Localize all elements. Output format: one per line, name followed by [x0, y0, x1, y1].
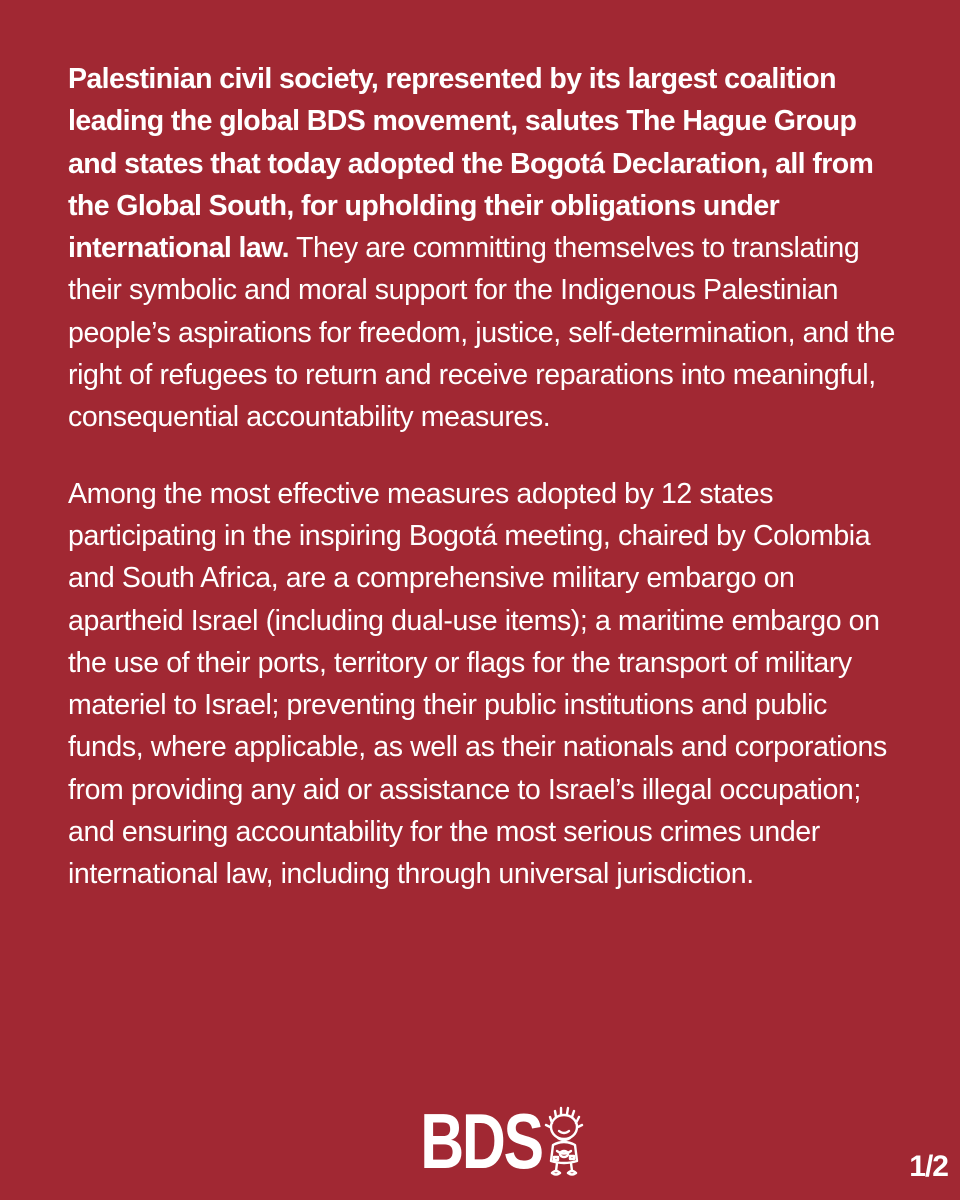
page-indicator: 1/2	[909, 1150, 948, 1183]
bds-logo	[0, 1097, 960, 1185]
handala-icon	[544, 1105, 584, 1177]
paragraph-1-lead: Palestinian civil society, represented by its largest coalition leading the global BDS movement, salutes The Hague Group and states that today adopted the Bogotá Declaration, all from the Global South, for upholding their obligations under international law.	[68, 63, 874, 265]
bds-logo-text: BDS	[420, 1097, 542, 1185]
paragraph-2: Among the most effective measures adopted by 12 states participating in the inspiring Bogotá meeting, chaired by Colombia and South Africa, are a comprehensive military embargo on apartheid Israel (including dual-use items); a maritime embargo on the use of their ports, territory or flags for the transport of military materiel to Israel; preventing their public institutions and public funds, where applicable, as well as their nationals and corporations from providing any aid or assistance to Israel’s illegal occupation; and ensuring accountability for the most serious crimes under international law, including through universal jurisdiction.	[68, 477, 887, 891]
statement-body	[68, 58, 898, 896]
paragraph-1	[68, 58, 898, 439]
paragraph-1-rest: They are committing themselves to translating their symbolic and moral support for the Indigenous Palestinian people’s aspirations for freedom, justice, self-determination, and the right of refugees to return and receive reparations into meaningful, consequential accountability measures.	[68, 232, 895, 434]
